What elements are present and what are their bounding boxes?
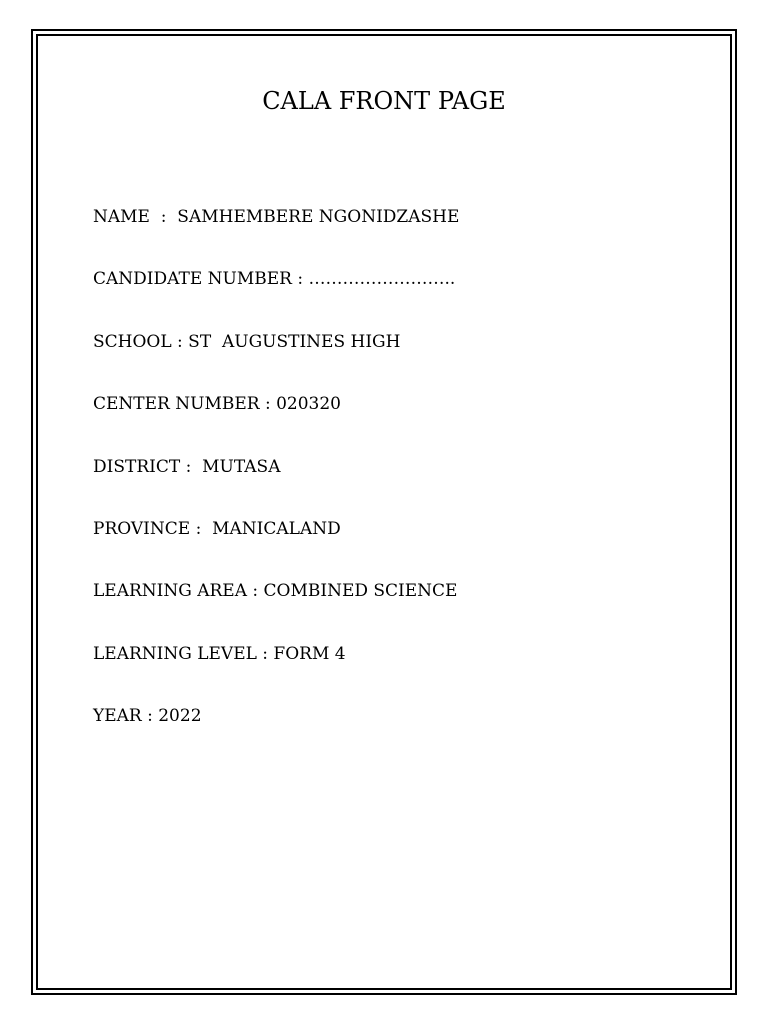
district-field: DISTRICT : MUTASA [93,456,281,477]
name-field: NAME : SAMHEMBERE NGONIDZASHE [93,207,460,227]
center-number-field: CENTER NUMBER : 020320 [93,394,341,415]
school-field: SCHOOL : ST AUGUSTINES HIGH [93,331,401,352]
learning-level-field: LEARNING LEVEL : FORM 4 [93,643,346,664]
province-field: PROVINCE : MANICALAND [93,518,341,539]
year-field: YEAR : 2022 [93,706,202,727]
candidate-details [93,206,713,768]
candidate-number-field: CANDIDATE NUMBER : …………………….. [93,269,456,290]
learning-area-field: LEARNING AREA : COMBINED SCIENCE [93,581,458,602]
page-title: CALA FRONT PAGE [262,87,506,115]
